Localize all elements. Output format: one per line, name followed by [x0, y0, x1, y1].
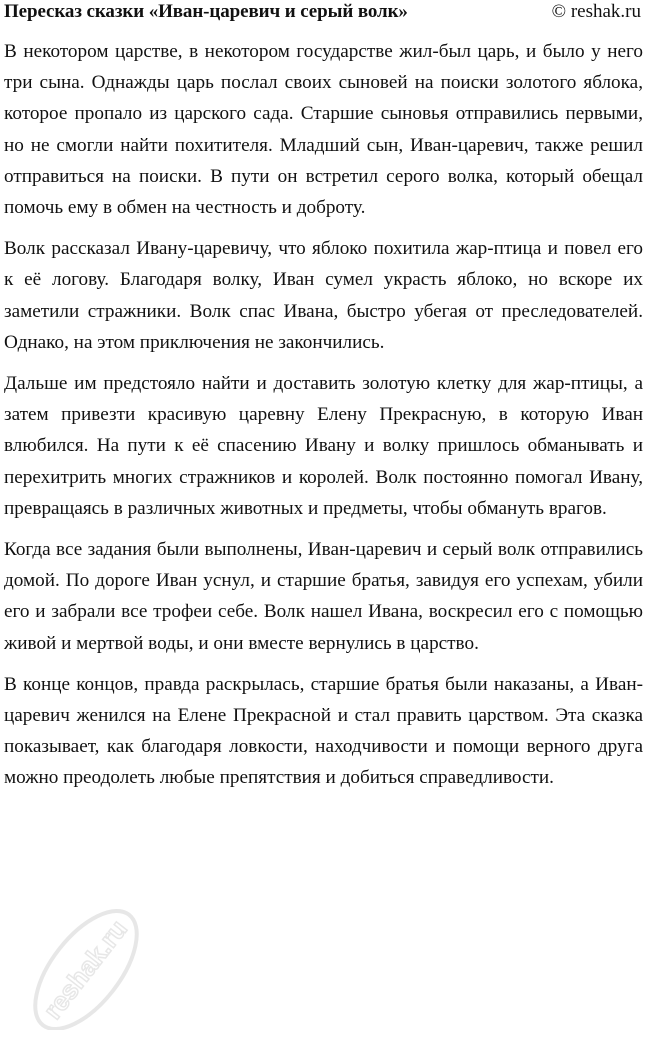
watermark-text: reshak.ru — [37, 914, 134, 1025]
paragraph-3: Дальше им предстояло найти и доставить золотую клетку для жар-птицы, а затем привезти красивую царевну Елену Прекрасную, в которую Иван влюбился. На пути к её спасению Ивану и волку пришлось обманывать и перехитрить многих стражников и королей. Волк постоянно помогал Ивану, превращаясь в различных животных и предметы, чтобы обмануть врагов. — [4, 373, 643, 519]
document-title: Пересказ сказки «Иван-царевич и серый волк» — [4, 1, 408, 22]
paragraph-1: В некотором царстве, в некотором государстве жил-был царь, и было у него три сына. Однажды царь послал своих сыновей на поиски золотого яблока, которое пропало из царского сада. Старшие сыновья отправились первыми, но не смогли найти похитителя. Младший сын, Иван-царевич, также решил отправиться на поиски. В пути он встретил серого волка, который обещал помочь ему в обмен на честность и доброту. — [4, 41, 643, 219]
source-label[interactable]: © reshak.ru — [551, 1, 641, 22]
watermark-logo — [6, 890, 206, 1030]
document-body — [4, 36, 643, 794]
paragraph-5: В конце концов, правда раскрылась, старшие братья были наказаны, а Иван-царевич женился на Елене Прекрасной и стал править царством. Эта сказка показывает, как благодаря ловкости, находчивости и помощи верного друга можно преодолеть любые препятствия и добиться справедливости. — [4, 673, 643, 789]
paragraph-2: Волк рассказал Ивану-царевичу, что яблоко похитила жар-птица и повел его к её логову. Благодаря волку, Иван сумел украсть яблоко, но вскоре их заметили стражники. Волк спас Ивана, быстро убегая от преследователей. Однако, на этом приключения не закончились. — [4, 238, 643, 353]
watermark-graphic — [6, 890, 206, 1030]
paragraph-4: Когда все задания были выполнены, Иван-царевич и серый волк отправились домой. По дороге Иван уснул, и старшие братья, завидуя его успехам, убили его и забрали все трофеи себе. Волк нашел Ивана, воскресил его с помощью живой и мертвой воды, и они вместе вернулись в царство. — [4, 539, 643, 654]
page-header — [4, 0, 643, 30]
